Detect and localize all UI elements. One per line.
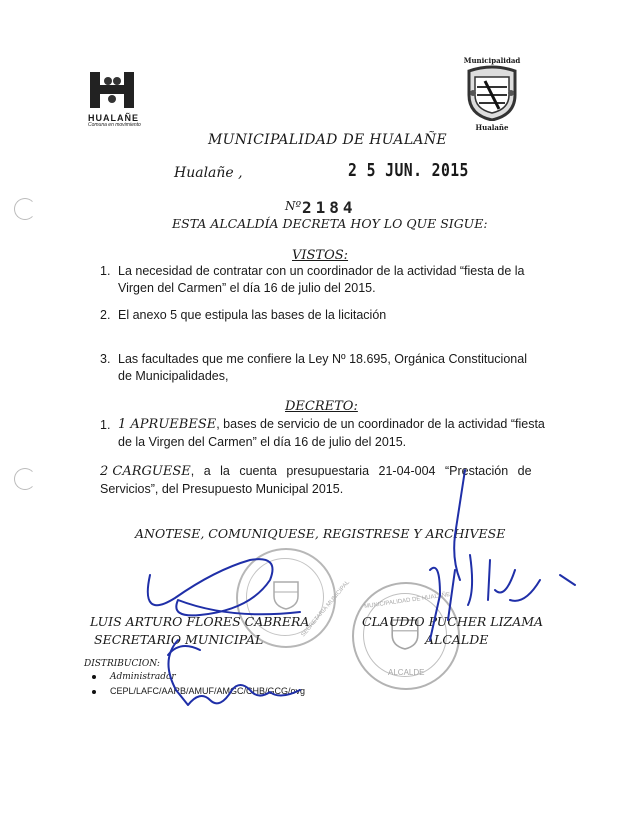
logo-text: HUALAÑE <box>88 113 139 123</box>
seal-top-text: Municipalidad <box>463 56 521 65</box>
distribution-item-text: Administrador <box>110 672 176 682</box>
secretary-title: SECRETARIO MUNICIPAL <box>94 632 264 647</box>
date-stamp: 2 5 JUN. 2015 <box>348 160 469 181</box>
vistos-item-1-line1: La necesidad de contratar con un coordinador de la actividad “fiesta de la <box>118 264 525 278</box>
vistos-item-2-num: 2. <box>100 308 111 322</box>
decree-number-prefix: Nº <box>285 199 302 213</box>
intro-line: ESTA ALCALDÍA DECRETA HOY LO QUE SIGUE: <box>172 216 488 231</box>
decreto-item-1-line2: de la Virgen del Carmen” el día 16 de julio del 2015. <box>118 435 407 449</box>
decreto-item-1-num: 1. <box>100 418 111 432</box>
vistos-item-1-num: 1. <box>100 264 111 278</box>
mayor-stamp-bottom-text: ALCALDE <box>388 668 425 677</box>
decreto-heading: DECRETO: <box>285 399 358 414</box>
secretary-signature <box>148 559 300 615</box>
secretary-name: LUIS ARTURO FLORES CABRERA <box>90 614 310 629</box>
mayor-name: CLAUDIO PUCHER LIZAMA <box>362 614 544 629</box>
vistos-item-3-line2: de Municipalidades, <box>118 369 229 383</box>
mayor-signature <box>430 555 540 640</box>
decree-number: 2184 <box>302 198 357 217</box>
vistos-item-1-line2: Virgen del Carmen” el día 16 de julio del 2015. <box>118 281 376 295</box>
vistos-item-3-num: 3. <box>100 352 111 366</box>
distribution-item-text: CEPL/LAFC/AARB/AMUF/AMGC/CHB/GCG/ovg <box>110 686 306 696</box>
seal-bottom-text: Hualañe <box>475 123 509 132</box>
secretary-initials <box>168 640 300 705</box>
vistos-heading: VISTOS: <box>292 248 349 263</box>
decreto-item-2-lead: 2 CARGUESE <box>100 464 191 479</box>
mayor-title: ALCALDE <box>425 632 489 647</box>
vistos-item-3-line1: Las facultades que me confiere la Ley Nº 18.695, Orgánica Constitucional <box>118 352 527 366</box>
decreto-item-1-rest: , bases de servicio de un coordinador de la actividad “fiesta <box>216 417 545 431</box>
logo-tagline: Comuna en movimiento <box>88 122 141 128</box>
closing-formula: ANOTESE, COMUNIQUESE, REGISTRESE Y ARCHIVESE <box>135 526 506 541</box>
vistos-item-2-line1: El anexo 5 que estipula las bases de la licitación <box>118 308 387 322</box>
decreto-item-2-line2: Servicios”, del Presupuesto Municipal 2015. <box>100 482 344 496</box>
secretary-stamp-text: SECRETARIA MUNICIPAL <box>300 579 352 639</box>
decreto-item-2-rest: , a la cuenta presupuestaria 21-04-004 “Prestación de <box>190 464 532 478</box>
decreto-item-1-lead: 1 APRUEBESE <box>118 417 217 432</box>
mayor-stamp-top-text: MUNICIPALIDAD DE HUALAÑE <box>364 592 451 610</box>
document-title: MUNICIPALIDAD DE HUALAÑE <box>208 132 447 148</box>
place-text: Hualañe , <box>174 165 243 181</box>
distribution-heading: DISTRIBUCION: <box>84 659 160 669</box>
